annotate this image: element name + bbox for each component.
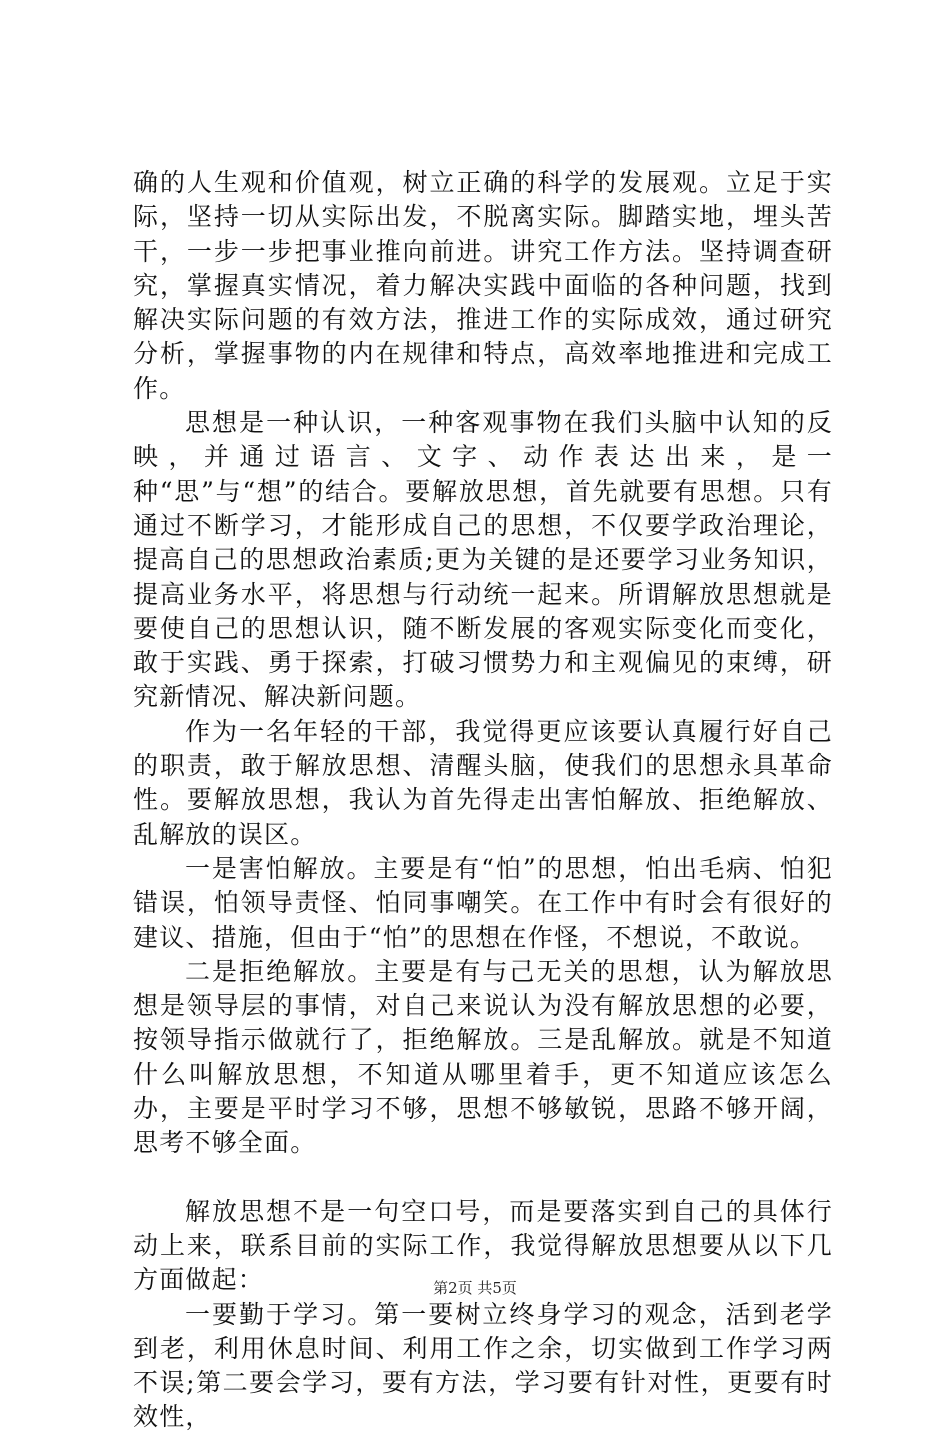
paragraph-fear-liberation: 一是害怕解放。主要是有“怕”的思想，怕出毛病、怕犯错误，怕领导责怪、怕同事嘲笑。在工作中有时会有很好的建议、措施，但由于“怕”的思想在作怪，不想说，不敢说。 — [133, 853, 833, 952]
paragraph-refuse-liberation: 二是拒绝解放。主要是有与己无关的思想，认为解放思想是领导层的事情，对自己来说认为没有解放思想的必要，按领导指示做就行了，拒绝解放。三是乱解放。就是不知道什么叫解放思想，不知道从哪里着手，更不知道应该怎么办，主要是平时学习不够，思想不够敏锐，思路不够开阔，思考不够全面。 — [133, 956, 833, 1158]
paragraph-young-cadre: 作为一名年轻的干部，我觉得更应该要认真履行好自己的职责，敢于解放思想、清醒头脑，使我们的思想永具革命性。要解放思想，我认为首先得走出害怕解放、拒绝解放、乱解放的误区。 — [133, 716, 833, 849]
paragraph-diligent-study: 一要勤于学习。第一要树立终身学习的观念，活到老学到老，利用休息时间、利用工作之余，切实做到工作学习两不误;第二要会学习，要有方法，学习要有针对性，更要有时效性， — [133, 1299, 833, 1432]
page-number-footer: 第2页 共5页 — [433, 1279, 517, 1297]
document-body — [133, 166, 833, 1435]
paragraph-continued: 确的人生观和价值观，树立正确的科学的发展观。立足于实际，坚持一切从实际出发，不脱离实际。脚踏实地，埋头苦干，一步一步把事业推向前进。讲究工作方法。坚持调查研究，掌握真实情况，着力解决实践中面临的各种问题，找到解决实际问题的有效方法，推进工作的实际成效，通过研究分析，掌握事物的内在规律和特点，高效率地推进和完成工作。 — [133, 168, 833, 403]
paragraph-thought-definition: 思想是一种认识，一种客观事物在我们头脑中认知的反映，并通过语言、文字、动作表达出来，是一种“思”与“想”的结合。要解放思想，首先就要有思想。只有通过不断学习，才能形成自己的思想，不仅要学政治理论，提高自己的思想政治素质;更为关键的是还要学习业务知识，提高业务水平，将思想与行动统一起来。所谓解放思想就是要使自己的思想认识，随不断发展的客观实际变化而变化，敢于实践、勇于探索，打破习惯势力和主观偏见的束缚，研究新情况、解决新问题。 — [133, 408, 833, 712]
paragraph-action-plan: 解放思想不是一句空口号，而是要落实到自己的具体行动上来，联系目前的实际工作，我觉得解放思想要从以下几方面做起： — [133, 1196, 833, 1295]
